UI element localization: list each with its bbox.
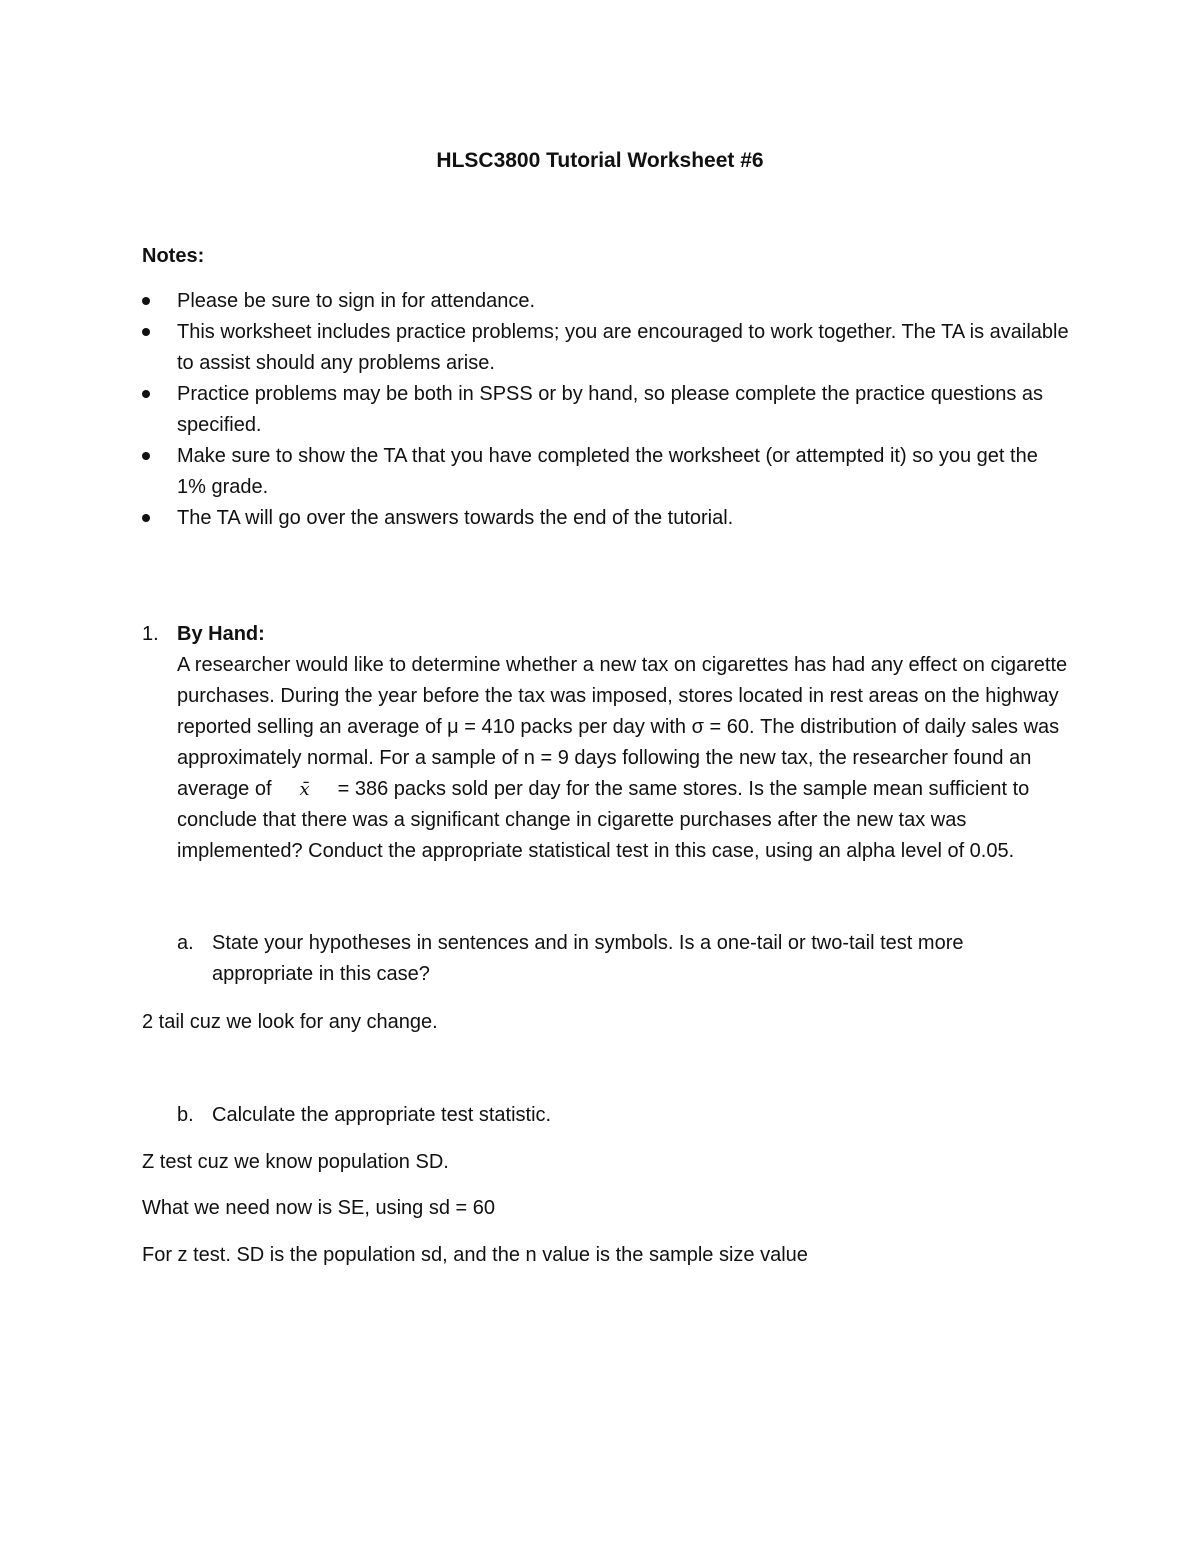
bullet-icon (142, 452, 150, 460)
question-1 (142, 619, 1072, 867)
list-item-text: The TA will go over the answers towards the end of the tutorial. (177, 507, 734, 529)
question-heading: By Hand: (177, 623, 265, 645)
list-item (142, 503, 1072, 534)
answer-a: 2 tail cuz we look for any change. (142, 1011, 438, 1033)
question-number: 1. (142, 623, 159, 645)
subquestion-b (177, 1100, 1067, 1131)
subquestion-letter: a. (177, 932, 194, 954)
bullet-icon (142, 328, 150, 336)
question-text-part2: = 386 packs sold per day for the same stores. Is the sample mean sufficient to conclude that there was a significant change in cigarette purchases after the new tax was implemented? Conduct the appropriate statistical test in this case, using an alpha level of 0.05. (177, 778, 1030, 862)
question-text-part1: A researcher would like to determine whether a new tax on cigarettes has had any effect on cigarette purchases. During the year before the tax was imposed, stores located in rest areas on the highway reported selling an average of μ = 410 packs per day with σ = 60. The distribution of daily sales was approximately normal. For a sample of n = 9 days following the new tax, the researcher found an average of (177, 654, 1068, 800)
question-text (177, 650, 1072, 867)
notes-heading: Notes: (142, 245, 205, 267)
bullet-icon (142, 514, 150, 522)
subquestion-letter: b. (177, 1104, 194, 1126)
xbar-symbol: x̄ (299, 779, 310, 800)
list-item (142, 441, 1072, 503)
answer-b-line: Z test cuz we know population SD. (142, 1151, 449, 1173)
list-item-text: Practice problems may be both in SPSS or by hand, so please complete the practice questions as specified. (177, 383, 1044, 436)
page-title: HLSC3800 Tutorial Worksheet #6 (436, 149, 764, 172)
question-body (177, 619, 1072, 867)
list-item (142, 317, 1072, 379)
list-item-text: This worksheet includes practice problems; you are encouraged to work together. The TA is available to assist should any problems arise. (177, 321, 1069, 374)
subquestion-a (177, 928, 1067, 990)
list-item-text: Make sure to show the TA that you have completed the worksheet (or attempted it) so you get the 1% grade. (177, 445, 1038, 498)
bullet-icon (142, 297, 150, 305)
bullet-icon (142, 390, 150, 398)
list-item (142, 286, 1072, 317)
notes-list (142, 286, 1072, 534)
list-item (142, 379, 1072, 441)
answer-b-line: For z test. SD is the population sd, and the n value is the sample size value (142, 1244, 808, 1266)
subquestion-text: Calculate the appropriate test statistic. (212, 1104, 552, 1126)
answer-b-line: What we need now is SE, using sd = 60 (142, 1197, 495, 1219)
subquestion-text: State your hypotheses in sentences and in symbols. Is a one-tail or two-tail test more appropriate in this case? (212, 932, 964, 985)
list-item-text: Please be sure to sign in for attendance. (177, 290, 536, 312)
